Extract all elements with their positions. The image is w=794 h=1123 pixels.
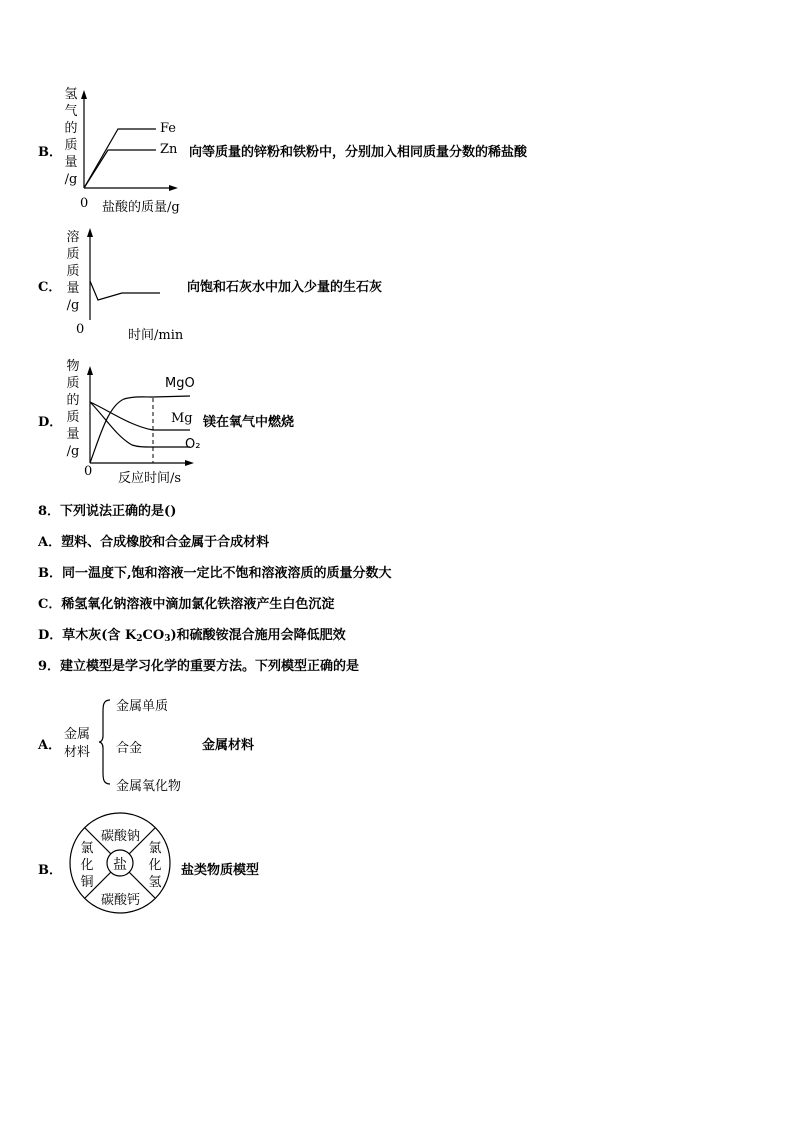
- option-d-description: 镁在氧气中燃烧: [203, 415, 295, 430]
- q9-b-center: 盐: [113, 857, 127, 873]
- fe-line: [84, 129, 156, 188]
- option-b-xlabel: 盐酸的质量/g: [102, 200, 180, 215]
- mgo-label: MgO: [165, 376, 195, 391]
- ylabel-char: /g: [66, 298, 80, 313]
- ylabel-char: /g: [66, 444, 80, 459]
- q9-b-left-char: 铜: [80, 875, 94, 890]
- option-b-letter: B．: [38, 145, 62, 160]
- q9-b-bottom: 碳酸钙: [101, 893, 141, 908]
- option-c-ylabel: [64, 229, 82, 314]
- option-d-letter: D．: [38, 415, 63, 430]
- ylabel-char: 质: [66, 410, 80, 425]
- q8-option-d-prefix: D．草木灰(含 K: [38, 628, 137, 643]
- option-b-origin: 0: [80, 196, 89, 211]
- ylabel-char: 质: [66, 376, 80, 391]
- q9-option-a-letter: A．: [38, 738, 62, 753]
- ylabel-char: 气: [64, 104, 78, 119]
- ylabel-char: 的: [66, 393, 80, 408]
- q9-a-item-1: 金属单质: [116, 699, 169, 714]
- ylabel-char: /g: [64, 172, 78, 187]
- q9-a-item-2: 合金: [116, 741, 143, 756]
- ylabel-char: 质: [66, 264, 80, 279]
- q8-option-d-suffix: )和硫酸铵混合施用会降低肥效: [170, 628, 346, 643]
- q9-stem: 9．建立模型是学习化学的重要方法。下列模型正确的是: [38, 659, 360, 674]
- q8-stem: 8．下列说法正确的是(): [38, 504, 177, 519]
- option-b-ylabel: [62, 86, 80, 188]
- q9-b-right-char: 化: [148, 858, 162, 873]
- fe-label: Fe: [160, 121, 177, 136]
- option-d-origin: 0: [84, 464, 93, 479]
- option-c-origin: 0: [76, 322, 85, 337]
- q8-option-b: B．同一温度下,饱和溶液一定比不饱和溶液溶质的质量分数大: [38, 566, 392, 581]
- ylabel-char: 量: [66, 427, 80, 442]
- q9-option-b-letter: B．: [38, 863, 62, 878]
- option-c-plot: [86, 228, 186, 328]
- option-c-description: 向饱和石灰水中加入少量的生石灰: [187, 280, 383, 295]
- q9-b-description: 盐类物质模型: [181, 863, 260, 878]
- q9-a-root-line1: 金属: [64, 727, 91, 742]
- q8-option-a: A．塑料、合成橡胶和合金属于合成材料: [38, 535, 270, 550]
- q9-a-item-3: 金属氧化物: [116, 779, 182, 794]
- q9-b-left-char: 氯: [80, 841, 94, 856]
- q8-option-d: [38, 624, 346, 644]
- q8-option-c: C．稀氢氧化钠溶液中滴加氯化铁溶液产生白色沉淀: [38, 597, 335, 612]
- ylabel-char: 溶: [66, 230, 80, 245]
- ylabel-char: 的: [64, 121, 78, 136]
- q9-a-root-line2: 材料: [64, 745, 91, 760]
- mg-label: Mg: [171, 411, 193, 426]
- option-b-description: 向等质量的锌粉和铁粉中，分别加入相同质量分数的稀盐酸: [189, 145, 528, 160]
- q9-a-description: 金属材料: [202, 738, 255, 753]
- solute-mass-line: [90, 281, 160, 300]
- ylabel-char: 物: [66, 359, 80, 374]
- ylabel-char: 量: [64, 155, 78, 170]
- zn-label: Zn: [160, 142, 178, 157]
- option-c-letter: C．: [38, 280, 62, 295]
- q9-b-top: 碳酸钠: [101, 829, 141, 844]
- q8-option-d-sub2: 3: [164, 634, 171, 644]
- ylabel-char: 质: [66, 247, 80, 262]
- q8-option-d-sub1: 2: [136, 634, 143, 644]
- q9-b-right-char: 氢: [148, 875, 162, 890]
- q9-b-right: [147, 840, 163, 891]
- ylabel-char: 量: [66, 281, 80, 296]
- option-d-xlabel: 反应时间/s: [118, 471, 182, 486]
- q9-b-right-char: 氯: [148, 841, 162, 856]
- o2-label: O₂: [185, 437, 201, 452]
- q9-b-left: [79, 840, 95, 891]
- option-b-plot: [80, 90, 200, 200]
- option-c-xlabel: 时间/min: [128, 328, 184, 343]
- q9-b-left-char: 化: [80, 858, 94, 873]
- ylabel-char: 质: [64, 138, 78, 153]
- q8-option-d-mid: CO: [142, 628, 165, 643]
- ylabel-char: 氢: [64, 87, 78, 102]
- q9-a-brace: [98, 698, 114, 786]
- option-d-ylabel: [64, 358, 82, 460]
